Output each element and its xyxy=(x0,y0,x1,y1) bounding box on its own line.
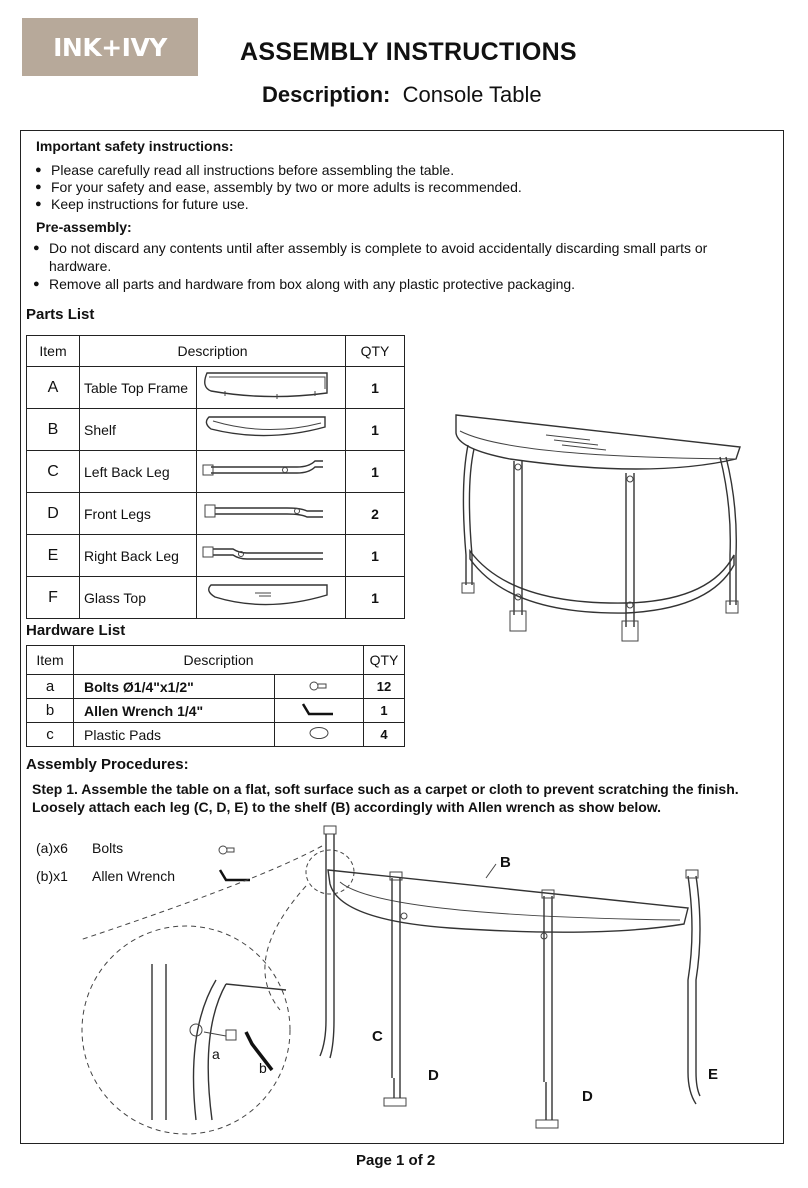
hw-desc: Plastic Pads xyxy=(74,723,275,747)
allen-wrench-icon xyxy=(218,868,254,882)
part-desc: Glass Top xyxy=(80,577,197,619)
hw-used-name-a: Bolts xyxy=(92,840,124,856)
part-item: D xyxy=(27,493,80,535)
table-row xyxy=(27,675,405,699)
page-subtitle xyxy=(262,82,542,108)
console-table-illustration xyxy=(450,405,750,645)
step1-line1: Step 1. Assemble the table on a flat, soft surface such as a carpet or cloth to prevent scratching the finish. xyxy=(32,781,739,797)
table-row xyxy=(27,699,405,723)
part-qty: 1 xyxy=(346,367,405,409)
hw-col-description: Description xyxy=(74,646,364,675)
safety-item: ● Keep instructions for future use. xyxy=(51,195,249,213)
hw-desc: Bolts Ø1/4"x1/2" xyxy=(74,675,275,699)
part-qty: 1 xyxy=(346,409,405,451)
part-item: E xyxy=(27,535,80,577)
hw-used-name-b: Allen Wrench xyxy=(92,868,176,884)
part-item: C xyxy=(27,451,80,493)
hw-used-qty-a: (a)x6 xyxy=(36,840,68,856)
part-desc: Table Top Frame xyxy=(80,367,197,409)
procedures-heading: Assembly Procedures: xyxy=(26,756,189,773)
label-b: B xyxy=(500,854,511,871)
label-e: E xyxy=(708,1066,719,1083)
preassembly-item: ● Do not discard any contents until after assembly is complete to avoid accidentally discarding small parts or xyxy=(49,239,707,257)
hw-used-qty-b: (b)x1 xyxy=(36,868,68,884)
part-qty: 1 xyxy=(346,535,405,577)
hw-qty: 12 xyxy=(364,675,405,699)
table-top-frame-illustration xyxy=(197,367,346,409)
part-desc: Right Back Leg xyxy=(80,535,197,577)
step1-text xyxy=(32,780,772,816)
table-row xyxy=(27,493,405,535)
parts-col-description: Description xyxy=(80,336,346,367)
step1-line2: Loosely attach each leg (C, D, E) to the shelf (B) accordingly with Allen wrench as show below. xyxy=(32,799,662,815)
hardware-list-heading: Hardware List xyxy=(26,622,126,639)
step1-diagram xyxy=(300,820,740,1140)
hw-qty: 4 xyxy=(364,723,405,747)
hw-col-qty: QTY xyxy=(364,646,405,675)
detail-zoom-illustration xyxy=(76,920,296,1140)
description-value: Console Table xyxy=(402,82,542,107)
part-item: F xyxy=(27,577,80,619)
hw-item: b xyxy=(27,699,74,723)
parts-list-heading: Parts List xyxy=(26,306,95,323)
safety-heading: Important safety instructions: xyxy=(36,138,234,154)
label-a: a xyxy=(212,1046,220,1062)
plastic-pad-icon xyxy=(275,723,364,747)
part-qty: 1 xyxy=(346,577,405,619)
hardware-table xyxy=(26,645,405,747)
parts-table xyxy=(26,335,405,619)
page-number: Page 1 of 2 xyxy=(356,1152,436,1169)
table-row xyxy=(27,367,405,409)
part-qty: 2 xyxy=(346,493,405,535)
parts-col-item: Item xyxy=(27,336,80,367)
part-desc: Left Back Leg xyxy=(80,451,197,493)
safety-item: ● For your safety and ease, assembly by two or more adults is recommended. xyxy=(51,178,522,196)
label-b-small: b xyxy=(259,1060,267,1076)
front-legs-illustration xyxy=(197,493,346,535)
preassembly-item: ● Remove all parts and hardware from box along with any plastic protective packaging. xyxy=(49,275,575,293)
bolt-icon xyxy=(218,844,238,856)
hw-desc: Allen Wrench 1/4" xyxy=(74,699,275,723)
left-back-leg-illustration xyxy=(197,451,346,493)
page-title: ASSEMBLY INSTRUCTIONS xyxy=(240,38,577,66)
preassembly-item-cont: hardware. xyxy=(49,258,112,274)
label-c: C xyxy=(372,1028,383,1045)
label-d: D xyxy=(428,1067,439,1084)
safety-item: ● Please carefully read all instructions before assembling the table. xyxy=(51,161,454,179)
preassembly-heading: Pre-assembly: xyxy=(36,219,132,235)
hw-col-item: Item xyxy=(27,646,74,675)
hw-item: a xyxy=(27,675,74,699)
label-d: D xyxy=(582,1088,593,1105)
table-row xyxy=(27,451,405,493)
logo-text: INK+IVY xyxy=(53,32,167,62)
part-item: B xyxy=(27,409,80,451)
description-label: Description: xyxy=(262,82,391,107)
bolt-icon xyxy=(275,675,364,699)
glass-top-illustration xyxy=(197,577,346,619)
part-item: A xyxy=(27,367,80,409)
hw-item: c xyxy=(27,723,74,747)
shelf-illustration xyxy=(197,409,346,451)
table-row xyxy=(27,723,405,747)
part-qty: 1 xyxy=(346,451,405,493)
table-row xyxy=(27,409,405,451)
part-desc: Shelf xyxy=(80,409,197,451)
hw-qty: 1 xyxy=(364,699,405,723)
table-row xyxy=(27,577,405,619)
part-desc: Front Legs xyxy=(80,493,197,535)
allen-wrench-icon xyxy=(275,699,364,723)
brand-logo xyxy=(22,18,198,76)
table-row xyxy=(27,535,405,577)
parts-col-qty: QTY xyxy=(346,336,405,367)
right-back-leg-illustration xyxy=(197,535,346,577)
